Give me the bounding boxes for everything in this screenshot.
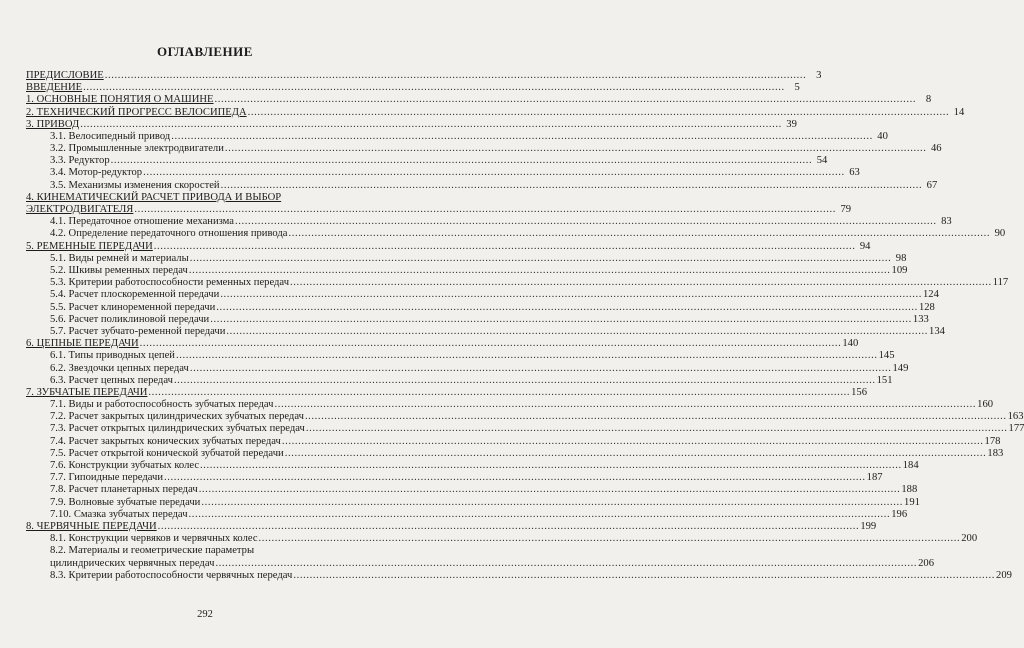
- toc-entry-page: 83: [941, 216, 952, 228]
- toc-entry: [26, 374, 893, 387]
- dot-leader: [306, 423, 1008, 435]
- toc-entry-page: 177: [1008, 423, 1024, 435]
- dot-leader: [80, 119, 782, 131]
- toc-entry-label: 7.9. Волновые зубчатые передачи: [50, 496, 201, 508]
- toc-entry: [26, 130, 888, 143]
- toc-entry-label: 6.1. Типы приводных цепей: [50, 350, 175, 362]
- toc-entry-page: 63: [849, 167, 860, 179]
- toc-entry: [26, 118, 797, 131]
- dot-leader: [111, 155, 813, 167]
- toc-entry-label: 3.3. Редуктор: [50, 155, 110, 167]
- dot-leader: [305, 411, 1007, 423]
- dot-leader: [289, 228, 991, 240]
- page-number: 292: [197, 609, 213, 620]
- toc-entry-label: 7.10. Смазка зубчатых передач: [50, 508, 188, 520]
- dot-leader: [248, 107, 950, 119]
- dot-leader: [190, 363, 892, 375]
- dot-leader: [200, 460, 902, 472]
- dot-leader: [259, 533, 961, 545]
- dot-leader: [216, 302, 918, 314]
- toc-entry: [26, 484, 918, 496]
- toc-entry-label: 7.4. Расчет закрытых конических зубчатых передач: [50, 435, 281, 447]
- toc-entry-page: 134: [929, 325, 945, 337]
- toc-entry: [26, 533, 978, 545]
- toc-entry: [26, 143, 942, 155]
- toc-entry-label: 8. ЧЕРВЯЧНЫЕ ПЕРЕДАЧИ: [26, 520, 157, 532]
- toc-entry: [26, 191, 852, 216]
- toc-entry-page: 98: [895, 252, 907, 264]
- toc-entry-page: 54: [816, 155, 828, 167]
- toc-entry-label: 5.7. Расчет зубчато-ременной передачи: [50, 325, 226, 337]
- toc-entry-page: 183: [987, 447, 1004, 459]
- toc-entry-page: 5: [794, 82, 800, 94]
- toc-entry-label: 6.3. Расчет цепных передач: [50, 374, 173, 386]
- toc-entry: [26, 277, 1009, 289]
- toc-entry-label: 4.2. Определение передаточного отношения привода: [50, 228, 288, 240]
- toc-entry-page: 109: [891, 265, 908, 276]
- toc-entry-label: 5.5. Расчет клиноременной передачи: [50, 301, 216, 313]
- toc-entry: [26, 496, 920, 509]
- toc-entry-label: 5.2. Шкивы ременных передач: [50, 265, 188, 276]
- toc-entry-label: 7.8. Расчет планетарных передач: [50, 484, 198, 496]
- toc-entry-label: 7.1. Виды и работоспособность зубчатых передач: [50, 399, 274, 411]
- dot-leader: [189, 509, 891, 521]
- toc-entry-label: 3.2. Промышленные электродвигатели: [50, 143, 224, 155]
- dot-leader: [290, 277, 992, 289]
- toc-entry: [26, 252, 907, 265]
- toc-entry: [26, 265, 908, 277]
- toc-entry-page: 39: [786, 118, 797, 130]
- dot-leader: [220, 289, 922, 301]
- dot-leader: [201, 497, 903, 509]
- toc-entry-page: 14: [953, 106, 965, 118]
- toc-entry-label: 5.3. Критерии работоспособности ременных передач: [50, 277, 290, 289]
- dot-leader: [285, 448, 987, 460]
- toc-entry-page: 3: [816, 69, 822, 81]
- toc-entry-label-continued: цилиндрических червячных передач: [50, 557, 215, 569]
- toc-entry-label: 1. ОСНОВНЫЕ ПОНЯТИЯ О МАШИНЕ: [26, 94, 214, 106]
- toc-entry-page: 200: [961, 533, 978, 545]
- toc-entry: [26, 228, 1006, 240]
- toc-entry-page: 188: [901, 484, 918, 496]
- dot-leader: [174, 375, 876, 387]
- toc-entry: [26, 423, 1024, 435]
- toc-entry: [26, 386, 867, 399]
- toc-entry-label: 5.4. Расчет плоскоременной передачи: [50, 289, 220, 301]
- dot-leader: [140, 338, 842, 350]
- toc-entry-label: 6. ЦЕПНЫЕ ПЕРЕДАЧИ: [26, 338, 139, 350]
- toc-entry-page: 156: [851, 386, 867, 398]
- toc-entry-label: 5. РЕМЕННЫЕ ПЕРЕДАЧИ: [26, 240, 153, 252]
- dot-leader: [221, 180, 923, 192]
- toc-entry-page: 178: [984, 435, 1001, 447]
- dot-leader: [105, 70, 807, 82]
- toc-entry-page: 187: [866, 472, 883, 484]
- toc-entry-page: 151: [876, 374, 893, 386]
- toc-entry-page: 196: [891, 508, 908, 520]
- toc-entry-page: 199: [860, 520, 877, 532]
- dot-leader: [148, 387, 850, 399]
- dot-leader: [210, 314, 912, 326]
- dot-leader: [282, 436, 984, 448]
- toc-entry-label: 2. ТЕХНИЧЕСКИЙ ПРОГРЕСС ВЕЛОСИПЕДА: [26, 106, 247, 118]
- toc-entry-label: 7.6. Конструкции зубчатых колес: [50, 460, 200, 471]
- toc-entry-label: 7.2. Расчет закрытых цилиндрических зубчатых передач: [50, 411, 304, 423]
- toc-entry-label: 7.5. Расчет открытой конической зубчатой передачи: [50, 447, 284, 459]
- toc-entry: [26, 325, 945, 338]
- toc-entry: [26, 411, 1024, 423]
- dot-leader: [83, 82, 785, 94]
- toc-entry: [26, 508, 908, 521]
- dot-leader: [143, 167, 845, 179]
- toc-entry-label: 8.2. Материалы и геометрические параметры: [50, 545, 255, 557]
- toc-entry: [26, 216, 952, 228]
- toc-entry-label: 4.1. Передаточное отношение механизма: [50, 216, 234, 228]
- dot-leader: [134, 204, 836, 216]
- toc-entry-page: 124: [922, 289, 939, 301]
- dot-leader: [215, 94, 917, 106]
- toc-entry-page: 133: [912, 313, 929, 325]
- toc-entry-page: 191: [904, 496, 920, 508]
- dot-leader: [226, 326, 928, 338]
- toc-entry-page: 94: [859, 240, 871, 252]
- dot-leader: [235, 216, 937, 228]
- toc-entry-page: 184: [902, 460, 919, 471]
- toc-entry-label: 3.5. Механизмы изменения скоростей: [50, 179, 220, 191]
- toc-entry: [26, 447, 1004, 460]
- toc-entry: [26, 289, 939, 301]
- toc-entry: [26, 240, 871, 253]
- dot-leader: [176, 350, 878, 362]
- dot-leader: [189, 265, 891, 277]
- toc-entry-page: 160: [977, 399, 994, 411]
- toc-entry-label: 5.1. Виды ремней и материалы: [50, 252, 189, 264]
- toc-entry-label: 3.4. Мотор-редуктор: [50, 167, 143, 179]
- toc-entry-label: 5.6. Расчет поликлиновой передачи: [50, 313, 210, 325]
- toc-entry-page: 40: [877, 130, 888, 142]
- toc-entry: [26, 399, 994, 411]
- toc-entry-page: 117: [992, 277, 1009, 289]
- dot-leader: [215, 558, 917, 570]
- toc-entry: [26, 155, 828, 167]
- toc-entry: [26, 167, 860, 180]
- toc-entry: [26, 106, 965, 119]
- toc-entry-label: 6.2. Звездочки цепных передач: [50, 362, 189, 374]
- toc-entry: [26, 179, 938, 192]
- dot-leader: [190, 253, 892, 265]
- toc-entry: [26, 435, 1001, 448]
- toc-entry-page: 140: [842, 338, 859, 350]
- toc-entry-page: 145: [878, 350, 895, 362]
- toc-entry: [26, 69, 822, 82]
- toc-entry-page: 128: [918, 301, 935, 313]
- toc-entry-page: 209: [996, 569, 1012, 581]
- toc-entry-page: 46: [930, 143, 942, 155]
- toc-entry: [26, 569, 1012, 582]
- toc-entry-page: 90: [994, 228, 1006, 240]
- table-of-contents: [26, 69, 1024, 582]
- toc-entry: [26, 82, 800, 94]
- toc-entry: [26, 520, 877, 533]
- toc-entry: [26, 362, 909, 375]
- dot-leader: [275, 399, 977, 411]
- toc-entry-label: 7. ЗУБЧАТЫЕ ПЕРЕДАЧИ: [26, 386, 148, 398]
- toc-entry-page: 79: [840, 204, 852, 216]
- toc-entry-label: ВВЕДЕНИЕ: [26, 82, 83, 94]
- dot-leader: [164, 472, 866, 484]
- toc-entry-page: 8: [925, 94, 932, 106]
- toc-entry-page: 67: [926, 179, 938, 191]
- toc-entry-page: 206: [918, 557, 934, 569]
- toc-entry: [26, 545, 934, 569]
- toc-entry-label: ПРЕДИСЛОВИЕ: [26, 69, 104, 81]
- dot-leader: [154, 241, 856, 253]
- toc-entry: [26, 350, 895, 362]
- toc-entry-label: 3. ПРИВОД: [26, 118, 80, 130]
- dot-leader: [199, 484, 901, 496]
- toc-entry-label: 8.3. Критерии работоспособности червячных передач: [50, 569, 293, 581]
- toc-entry: [26, 94, 932, 106]
- toc-entry-label: 3.1. Велосипедный привод: [50, 130, 171, 142]
- page-title: ОГЛАВЛЕНИЕ: [157, 44, 253, 59]
- dot-leader: [293, 570, 995, 582]
- dot-leader: [171, 131, 873, 143]
- toc-entry: [26, 338, 859, 350]
- dot-leader: [158, 521, 860, 533]
- toc-entry: [26, 313, 929, 326]
- toc-entry: [26, 472, 883, 484]
- toc-entry: [26, 301, 935, 314]
- toc-entry-page: 149: [892, 362, 909, 374]
- dot-leader: [225, 143, 927, 155]
- toc-entry-label: 7.3. Расчет открытых цилиндрических зубчатых передач: [50, 423, 305, 435]
- toc-entry-label: 7.7. Гипоидные передачи: [50, 472, 163, 484]
- toc-entry: [26, 460, 919, 472]
- toc-entry-label-continued: ЭЛЕКТРОДВИГАТЕЛЯ: [26, 204, 134, 216]
- toc-entry-page: 163: [1007, 411, 1024, 423]
- toc-entry-label: 8.1. Конструкции червяков и червячных колес: [50, 533, 258, 545]
- toc-entry-label: 4. КИНЕМАТИЧЕСКИЙ РАСЧЕТ ПРИВОДА И ВЫБОР: [26, 191, 282, 203]
